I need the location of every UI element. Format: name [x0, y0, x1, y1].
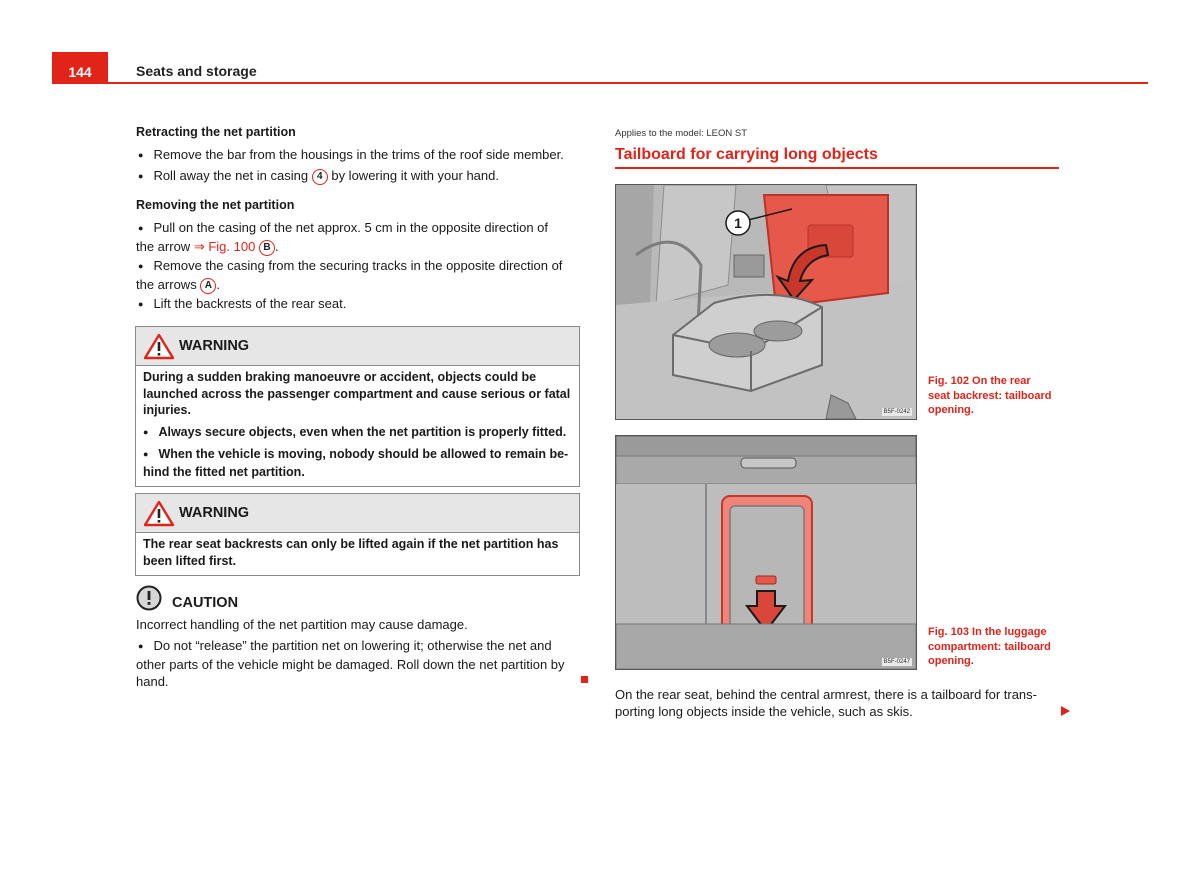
- ref-a-badge: A: [200, 278, 216, 294]
- removing-bullet-1: ● Pull on the casing of the net approx. 5 cm in the opposite direction of the arrow ⇒ Fig. 100 B .: [136, 219, 581, 256]
- continue-arrow-icon: [1061, 706, 1070, 716]
- figure-code: B5F-0247: [883, 659, 910, 665]
- warning-box-1: [135, 326, 580, 487]
- header-rule: [108, 82, 1148, 84]
- figure-102-caption: Fig. 102 On the rear seat backrest: tailboard opening.: [928, 375, 1052, 416]
- caution-icon: [136, 585, 162, 611]
- figure-code: B5F-0242: [883, 409, 910, 415]
- warning-bullet-1: ● Always secure objects, even when the net partition is properly fitted.: [143, 424, 572, 442]
- page-title: Seats and storage: [136, 63, 257, 79]
- removing-heading: Removing the net partition: [136, 198, 295, 212]
- rear-seat-illustration: [616, 185, 916, 419]
- fig-100-link[interactable]: ⇒ Fig. 100: [193, 239, 256, 254]
- warning-title-2: WARNING: [179, 505, 250, 521]
- applies-to-model: Applies to the model: LEON ST: [615, 128, 748, 139]
- caution-bullet: ● Do not “release” the partition net on lowering it; otherwise the net and other parts of the vehicle might be damaged. Roll down the net partition by hand.: [136, 637, 581, 690]
- luggage-compartment-illustration: [616, 436, 916, 669]
- caution-title: CAUTION: [172, 595, 239, 611]
- warning-triangle-icon: [143, 333, 175, 360]
- warning-header-2: [136, 494, 579, 533]
- ref-4-badge: 4: [312, 169, 328, 185]
- warning-triangle-icon: [143, 500, 175, 527]
- figure-103-image: [615, 435, 917, 670]
- warning-body-2: [136, 533, 579, 575]
- caution-intro: Incorrect handling of the net partition may cause damage.: [136, 617, 468, 632]
- page-number: 144: [52, 52, 108, 84]
- section-rule: [615, 167, 1059, 169]
- figure-102-image: [615, 184, 917, 420]
- retracting-bullet-2: ● Roll away the net in casing 4 by lowering it with your hand.: [138, 167, 499, 186]
- section-body: On the rear seat, behind the central armrest, there is a tailboard for trans- porting long objects inside the vehicle, such as skis.: [615, 687, 1037, 719]
- retracting-bullet-1: ● Remove the bar from the housings in the trims of the roof side member.: [138, 146, 564, 165]
- section-end-marker: [581, 676, 588, 683]
- warning-body-1: [136, 366, 579, 486]
- warning-paragraph: During a sudden braking manoeuvre or accident, objects could be launched across the passenger compartment and cause serious or fatal injuries.: [143, 370, 571, 417]
- removing-bullet-2: ● Remove the casing from the securing tracks in the opposite direction of the arrows A .: [136, 257, 581, 294]
- figure-103-caption: Fig. 103 In the luggage compartment: tailboard opening.: [928, 626, 1051, 667]
- warning-box-2: [135, 493, 580, 576]
- removing-bullet-3: ● Lift the backrests of the rear seat.: [138, 295, 346, 314]
- warning-title-1: WARNING: [179, 338, 250, 354]
- callout-1-label: 1: [734, 215, 742, 231]
- retracting-heading: Retracting the net partition: [136, 125, 296, 139]
- ref-b-badge: B: [259, 240, 275, 256]
- section-title: Tailboard for carrying long objects: [615, 146, 878, 163]
- warning-paragraph: The rear seat backrests can only be lifted again if the net partition has been lifted first.: [143, 537, 559, 568]
- warning-bullet-2: ● When the vehicle is moving, nobody should be allowed to remain be- hind the fitted net partition.: [143, 446, 572, 480]
- warning-header-1: [136, 327, 579, 366]
